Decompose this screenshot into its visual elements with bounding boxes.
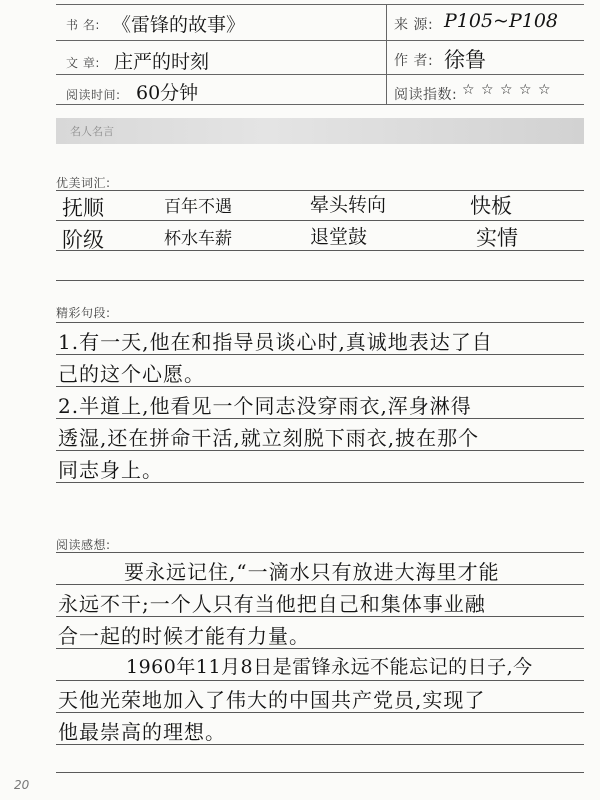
reflection-line: 1960年11月8日是雷锋永远不能忘记的日子,今 [126, 656, 533, 678]
vocab-word: 杯水车薪 [164, 229, 232, 249]
reflection-label: 阅读感想: [56, 538, 111, 552]
vocab-word: 阶级 [62, 228, 104, 252]
passage-line: 2.半道上,他看见一个同志没穿雨衣,浑身淋得 [58, 394, 472, 418]
source-label: 来 源: [394, 17, 434, 33]
quote-band [56, 118, 584, 144]
vocab-word: 退堂鼓 [310, 226, 368, 248]
article-value: 庄严的时刻 [114, 51, 210, 73]
rating-stars-icon: ☆ ☆ ☆ ☆ ☆ [462, 82, 552, 98]
vocab-word: 百年不遇 [164, 197, 232, 217]
author-value: 徐鲁 [444, 48, 486, 72]
page-number: 20 [14, 778, 30, 792]
reflection-line: 永远不干;一个人只有当他把自己和集体事业融 [58, 592, 486, 616]
reflection-line: 他最崇高的理想。 [58, 720, 226, 744]
vocab-word: 实情 [476, 226, 518, 250]
reflection-line: 要永远记住,“一滴水只有放进大海里才能 [124, 560, 500, 584]
book-value: 《雷锋的故事》 [112, 14, 246, 36]
quote-band-label: 名人名言 [70, 125, 114, 138]
source-value: P105~P108 [444, 10, 559, 32]
article-label: 文 章: [66, 56, 100, 70]
book-label: 书 名: [66, 18, 100, 32]
author-label: 作 者: [394, 53, 434, 69]
reflection-line: 天他光荣地加入了伟大的中国共产党员,实现了 [58, 688, 486, 712]
reflection-line: 合一起的时候才能有力量。 [58, 624, 310, 648]
vocab-label: 优美词汇: [56, 176, 111, 190]
rating-label: 阅读指数: [394, 87, 458, 103]
passage-line: 透湿,还在拼命干活,就立刻脱下雨衣,披在那个 [58, 426, 480, 450]
passage-line: 1.有一天,他在和指导员谈心时,真诚地表达了自 [58, 330, 493, 354]
passages-label: 精彩句段: [56, 306, 111, 320]
passage-line: 己的这个心愿。 [58, 362, 205, 386]
vocab-word: 快板 [470, 194, 512, 218]
time-label: 阅读时间: [66, 88, 121, 102]
vocab-word: 晕头转向 [310, 194, 387, 216]
time-value: 60分钟 [136, 82, 199, 104]
vocab-word: 抚顺 [62, 196, 104, 220]
passage-line: 同志身上。 [58, 458, 163, 482]
